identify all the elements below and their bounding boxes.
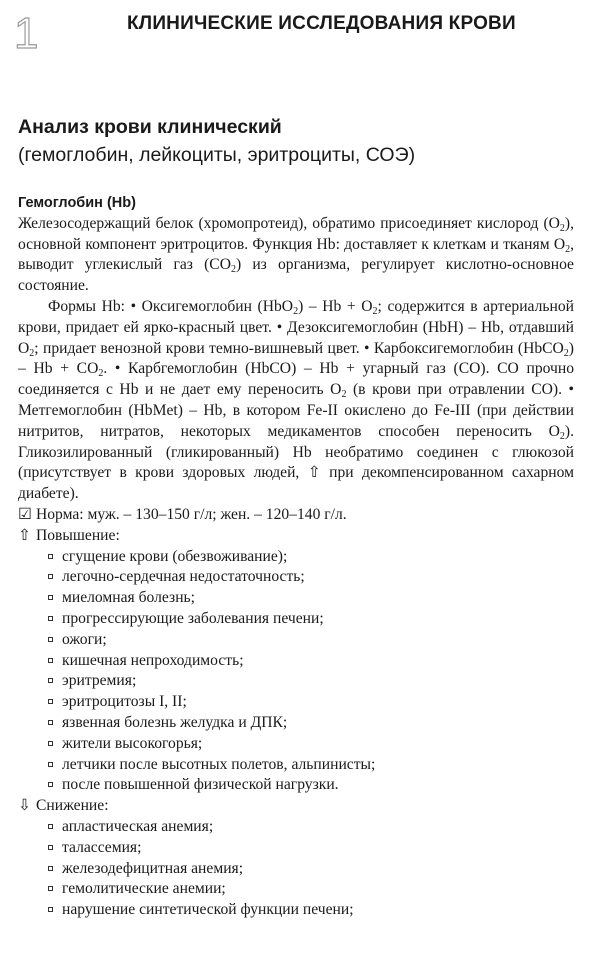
list-item: эритремия; (48, 671, 574, 692)
list-item: сгущение крови (обезвоживание); (48, 547, 574, 568)
decrease-list (18, 817, 574, 921)
list-item: язвенная болезнь желудка и ДПК; (48, 713, 574, 734)
subscript: 2 (341, 389, 347, 401)
list-item: гемолитические анемии; (48, 879, 574, 900)
increase-heading (18, 526, 574, 547)
list-item: нарушение синтетической функции печени; (48, 900, 574, 921)
text-run: ) – Hb + CO (18, 339, 574, 378)
text-run: , выводит углекислый газ (CO (18, 235, 574, 274)
arrow-up-icon: ⇧ (307, 464, 321, 482)
list-item: железодефицитная анемия; (48, 859, 574, 880)
list-item: талассемия; (48, 838, 574, 859)
list-item: прогрессирующие заболевания печени; (48, 609, 574, 630)
list-item: летчики после высотных полетов, альпинисты; (48, 755, 574, 776)
text-run: ). Гликозилированный (гликированный) Hb необратимо соединен с глюкозой (присутствует в крови здоровых людей, (18, 422, 574, 482)
hemoglobin-heading: Гемоглобин (Hb) (18, 195, 136, 211)
hemoglobin-definition (18, 214, 574, 297)
text-run: Формы Hb: • Оксигемоглобин (HbO (48, 297, 294, 315)
subscript: 2 (563, 347, 569, 359)
checkbox-icon: ☑ (18, 505, 32, 523)
decrease-heading (18, 796, 574, 817)
subscript: 2 (230, 264, 236, 276)
norm-text: Норма: муж. – 130–150 г/л; жен. – 120–140 г/л. (36, 505, 347, 523)
norm-line (18, 505, 574, 526)
section-title: Анализ крови клинический (18, 116, 282, 138)
decrease-label: Снижение: (36, 797, 109, 815)
subscript: 2 (372, 305, 378, 317)
subscript: 2 (565, 243, 571, 255)
increase-list (18, 547, 574, 797)
arrow-up-icon: ⇧ (18, 526, 32, 544)
list-item: ожоги; (48, 630, 574, 651)
text-run: . • Карбгемоглобин (HbCO) – Hb + угарный газ (CO). CO прочно соединяется с Hb и не дает ему переносить O (18, 360, 574, 399)
list-item: легочно-сердечная недостаточность; (48, 567, 574, 588)
text-run: ) из организма, регулирует кислотно-основное состояние. (18, 256, 574, 295)
increase-label: Повышение: (36, 526, 120, 544)
list-item: апластическая анемия; (48, 817, 574, 838)
text-run: ) – Hb + O (298, 297, 373, 315)
text-run: ; придает венозной крови темно-вишневый цвет. • Карбоксигемоглобин (HbCO (34, 339, 564, 357)
subscript: 2 (559, 222, 565, 234)
chapter-number: 1 (14, 9, 39, 58)
list-item: после повышенной физической нагрузки. (48, 775, 574, 796)
arrow-down-icon: ⇩ (18, 797, 32, 815)
text-run: (в крови при отравлении CO). • Метгемоглобин (HbMet) – Hb, в котором Fe-II окислено до Fe-III (при действии нитритов, нитратов, некоторых медикаментов способен переносить O (18, 381, 574, 440)
list-item: жители высокогорья; (48, 734, 574, 755)
list-item: кишечная непроходимость; (48, 651, 574, 672)
list-item: миеломная болезнь; (48, 588, 574, 609)
text-run: ; содержится в артериальной крови, придает ей ярко-красный цвет. • Дезоксигемоглобин (HbH) – Hb, отдавший O (18, 297, 574, 357)
text-run: при декомпенсированном сахарном диабете). (18, 464, 574, 503)
chapter-title: КЛИНИЧЕСКИЕ ИССЛЕДОВАНИЯ КРОВИ (127, 13, 516, 34)
section-subtitle: (гемоглобин, лейкоциты, эритроциты, СОЭ) (18, 144, 416, 166)
article-body (18, 193, 574, 921)
subscript: 2 (559, 430, 565, 442)
subscript: 2 (293, 305, 299, 317)
hemoglobin-forms (18, 297, 574, 505)
subscript: 2 (29, 347, 35, 359)
text-run: ), основной компонент эритроцитов. Функция Hb: доставляет к клеткам и тканям O (18, 214, 574, 253)
subscript: 2 (98, 368, 104, 380)
list-item: эритроцитозы I, II; (48, 692, 574, 713)
text-run: Железосодержащий белок (хромопротеид), обратимо присоединяет кислород (O (18, 214, 560, 232)
